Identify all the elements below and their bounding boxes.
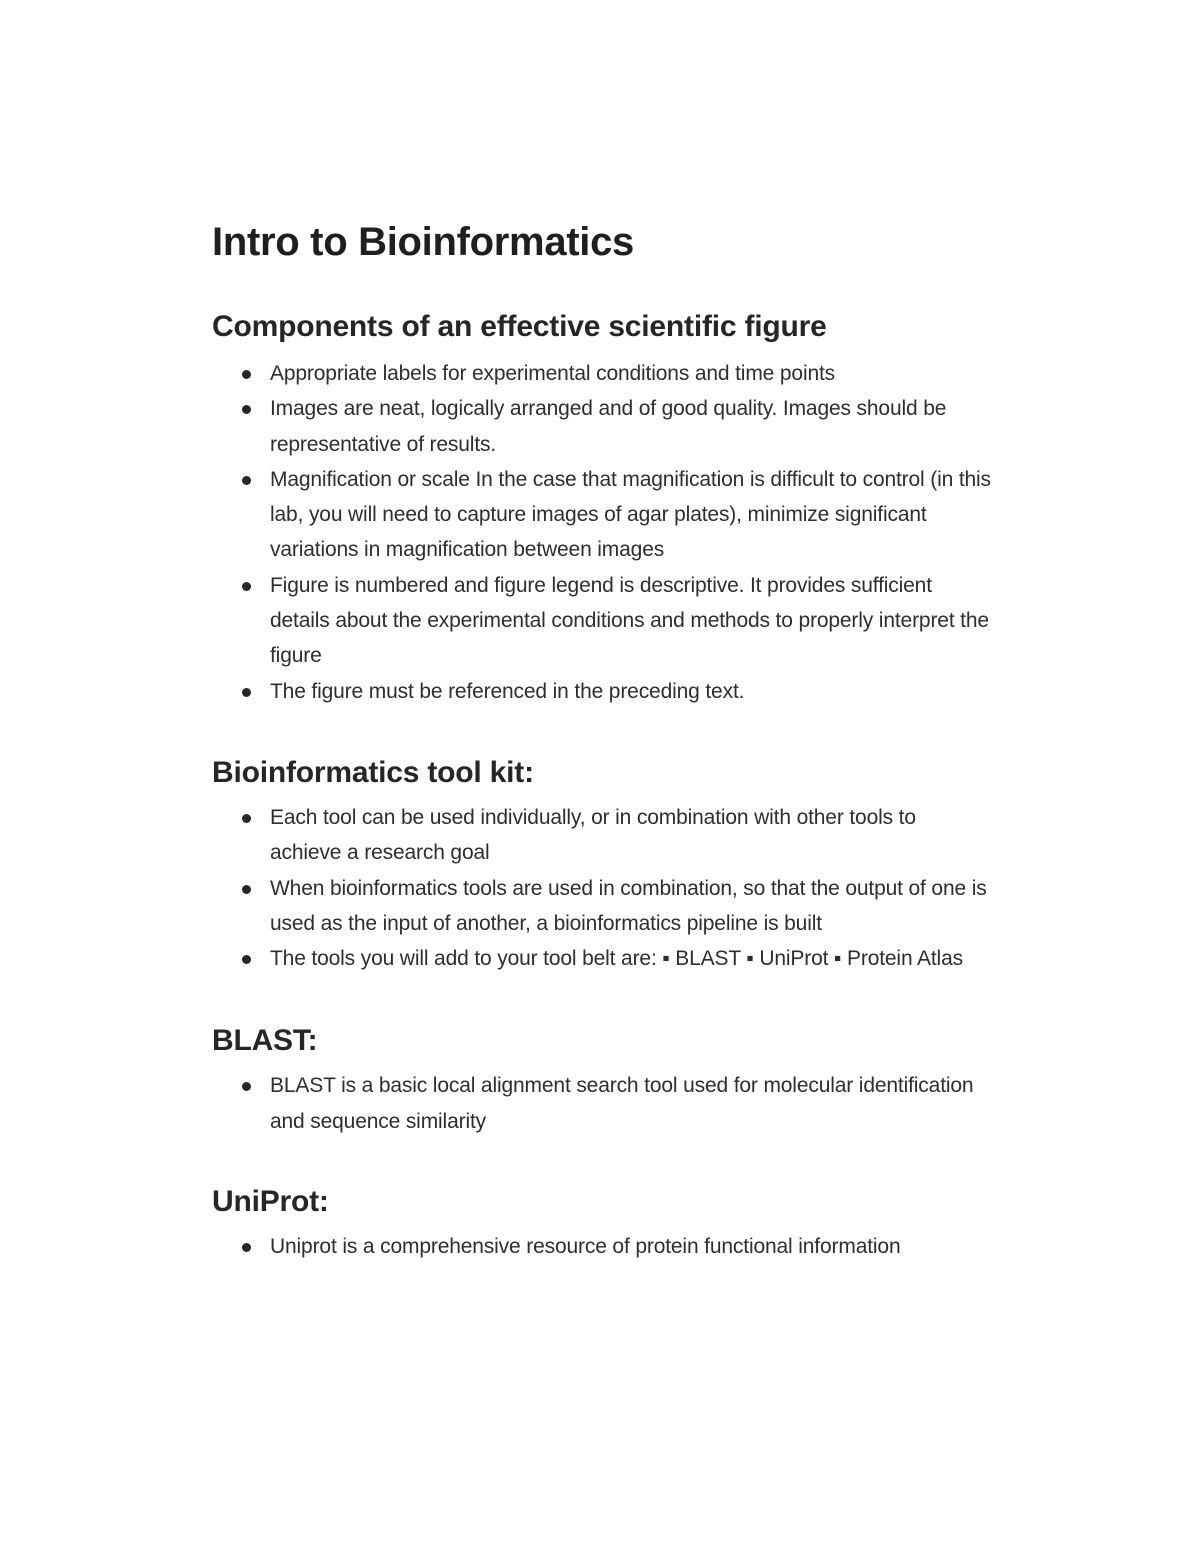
bullet-list (212, 1229, 992, 1264)
bullet-list (212, 356, 992, 709)
bullet-icon (242, 476, 251, 485)
list-item (212, 941, 992, 976)
section-uniprot (212, 1183, 992, 1264)
list-item-text: Magnification or scale In the case that magnification is difficult to control (in this lab, you will need to capture images of agar plates), minimize significant variations in magnification between images (270, 467, 991, 562)
list-item (212, 356, 992, 391)
section-heading: Bioinformatics tool kit: (212, 755, 534, 789)
bullet-icon (242, 1243, 251, 1252)
list-item (212, 1068, 992, 1139)
bullet-list (212, 800, 992, 976)
bullet-icon (242, 370, 251, 379)
list-item-text: BLAST is a basic local alignment search tool used for molecular identification and sequence similarity (270, 1074, 974, 1133)
list-item (212, 391, 992, 462)
list-item-text: Uniprot is a comprehensive resource of protein functional information (270, 1235, 901, 1259)
list-item-text: When bioinformatics tools are used in combination, so that the output of one is used as the input of another, a bioinformatics pipeline is built (270, 876, 987, 935)
bullet-icon (242, 814, 251, 823)
section-heading: UniProt: (212, 1185, 329, 1219)
list-item (212, 568, 992, 674)
bullet-icon (242, 405, 251, 414)
list-item-text: The tools you will add to your tool belt are: ▪ BLAST ▪ UniProt ▪ Protein Atlas (270, 947, 963, 971)
section-heading: Components of an effective scientific figure (212, 310, 827, 343)
bullet-icon (242, 955, 251, 964)
list-item (212, 871, 992, 942)
section-figure-components (212, 308, 992, 709)
section-heading: BLAST: (212, 1024, 318, 1058)
section-tool-kit (212, 754, 992, 976)
page-title: Intro to Bioinformatics (212, 220, 634, 264)
list-item (212, 800, 992, 871)
document-page (212, 218, 992, 1264)
section-blast (212, 1022, 992, 1139)
list-item (212, 1229, 992, 1264)
bullet-icon (242, 688, 251, 697)
list-item-text: The figure must be referenced in the preceding text. (270, 679, 745, 703)
list-item (212, 462, 992, 568)
list-item-text: Appropriate labels for experimental conditions and time points (270, 362, 836, 385)
bullet-icon (242, 885, 251, 894)
list-item-text: Figure is numbered and figure legend is descriptive. It provides sufficient details about the experimental conditions and methods to properly interpret the figure (270, 573, 989, 668)
bullet-icon (242, 582, 251, 591)
list-item-text: Images are neat, logically arranged and of good quality. Images should be representative of results. (270, 397, 947, 456)
bullet-icon (242, 1082, 251, 1091)
list-item (212, 674, 992, 709)
list-item-text: Each tool can be used individually, or in combination with other tools to achieve a research goal (270, 805, 916, 865)
bullet-list (212, 1068, 992, 1139)
